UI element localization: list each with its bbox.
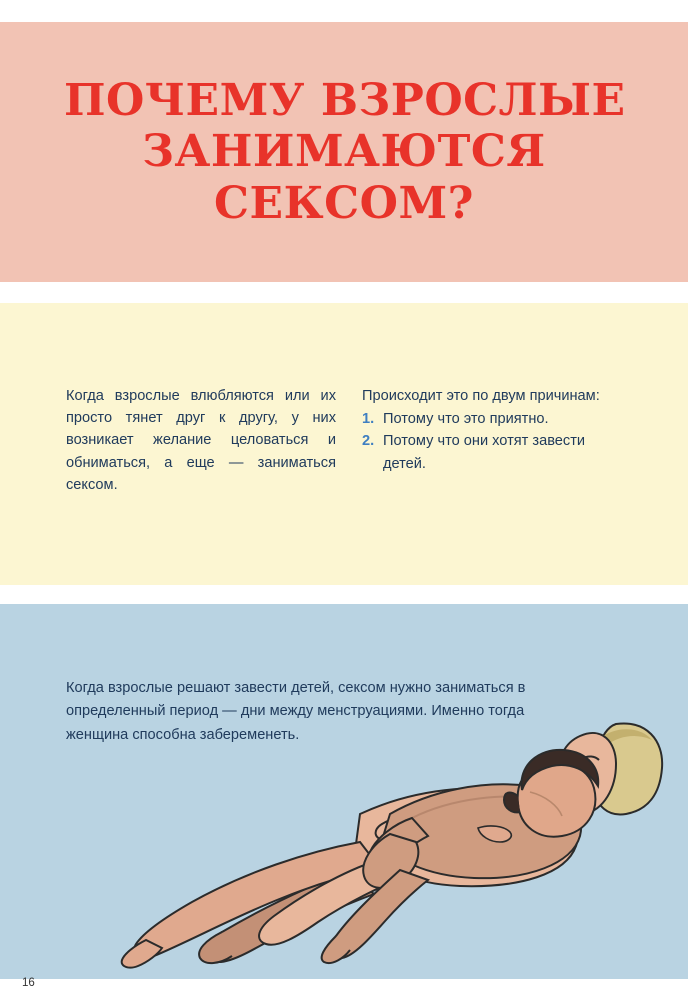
list-item-text: Потому что они хотят завести детей. [383, 433, 586, 472]
title-band [0, 22, 688, 282]
title-line-1: ПОЧЕМУ ВЗРОСЛЫЕ [64, 75, 626, 127]
right-column [362, 385, 632, 496]
illustration-caption: Когда взрослые решают завести детей, сексом нужно заниматься в определенный период — дни между менструациями. Именно тогда женщина способна забеременеть. [66, 680, 526, 743]
reasons-list [362, 408, 632, 475]
couple-lying-illustration [60, 664, 680, 974]
list-item [362, 408, 632, 430]
page-number: 16 [22, 977, 35, 989]
list-item [362, 430, 632, 474]
left-column-paragraph: Когда взрослые влюбляются или их просто тянет друг к другу, у них возникает желание целоваться и обниматься, а еще — заниматься сексом. [66, 388, 336, 493]
list-item-marker: 1. [362, 411, 375, 428]
title-line-3: СЕКСОМ? [214, 177, 474, 229]
two-column-text [66, 385, 632, 496]
left-column [66, 385, 336, 496]
list-item-marker: 2. [362, 433, 375, 450]
title-line-2: ЗАНИМАЮТСЯ [142, 126, 546, 178]
page-title [64, 75, 624, 228]
illustration-band [0, 604, 688, 979]
cream-text-band [0, 303, 688, 585]
right-column-intro: Происходит это по двум причинам: [362, 388, 600, 404]
list-item-text: Потому что это приятно. [383, 411, 549, 428]
